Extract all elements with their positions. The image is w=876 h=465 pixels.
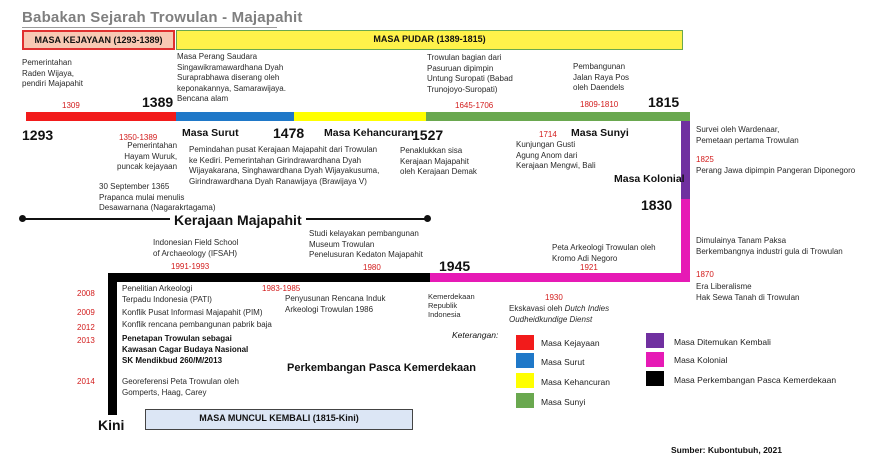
header-kejayaan: MASA KEJAYAAN (1293-1389) bbox=[22, 30, 175, 50]
pk-2014-year: 2014 bbox=[77, 377, 95, 386]
year-1527: 1527 bbox=[412, 127, 444, 143]
bar-pasca-vertical bbox=[108, 273, 117, 415]
legend-kejayaan: Masa Kejayaan bbox=[541, 338, 600, 348]
legend-swatch-ditemukan bbox=[646, 333, 664, 348]
legend-title: Keterangan: bbox=[452, 330, 499, 340]
pk-2012-text: Konflik rencana pembangunan pabrik baja bbox=[122, 320, 272, 329]
event-daendels: Pembangunan Jalan Raya Pos oleh Daendels bbox=[573, 62, 630, 92]
bar-kolonial-vertical bbox=[681, 199, 690, 282]
year-1293: 1293 bbox=[22, 127, 54, 143]
event-1991-year: 1991-1993 bbox=[171, 262, 210, 271]
majapahit-dot-left bbox=[19, 215, 26, 222]
event-1930-year: 1930 bbox=[545, 293, 563, 302]
bar-kehancuran bbox=[294, 112, 426, 121]
legend-kehancuran: Masa Kehancuran bbox=[541, 377, 610, 387]
event-1983-year: 1983-1985 bbox=[262, 284, 301, 293]
period-sunyi: Masa Sunyi bbox=[571, 127, 629, 139]
event-1921-year: 1921 bbox=[580, 263, 598, 272]
bar-sunyi bbox=[426, 112, 690, 121]
pk-2009-year: 2009 bbox=[77, 308, 95, 317]
event-1350-year: 1350-1389 bbox=[119, 133, 158, 142]
event-diponegoro: Perang Jawa dipimpin Pangeran Diponegoro bbox=[696, 166, 856, 175]
event-1825-year: 1825 bbox=[696, 155, 714, 164]
bar-surut bbox=[176, 112, 294, 121]
event-demak: Penaklukkan sisa Kerajaan Majapahit oleh Kerajaan Demak bbox=[400, 146, 477, 176]
event-perang-saudara: Masa Perang Saudara Singawikramawardhana Dyah Suraprabhawa diserang oleh keponakannya, Samarawijaya. Bencana alam bbox=[177, 52, 286, 103]
year-1478: 1478 bbox=[273, 125, 305, 141]
legend-swatch-pasca bbox=[646, 371, 664, 386]
event-rencana-induk: Penyusunan Rencana Induk Arkeologi Trowulan 1986 bbox=[285, 294, 386, 314]
event-1980-year: 1980 bbox=[363, 263, 381, 272]
page-title: Babakan Sejarah Trowulan - Majapahit bbox=[22, 9, 303, 26]
event-mengwi: Kunjungan Gusti Agung Anom dari Kerajaan Mengwi, Bali bbox=[516, 140, 596, 170]
event-1645-year: 1645-1706 bbox=[455, 101, 494, 110]
source-credit: Sumber: Kubontubuh, 2021 bbox=[671, 445, 782, 455]
year-1815: 1815 bbox=[648, 94, 680, 110]
pk-2013-year: 2013 bbox=[77, 336, 95, 345]
year-kini: Kini bbox=[98, 417, 125, 433]
event-pemindahan-kediri: Pemindahan pusat Kerajaan Majapahit dari Trowulan ke Kediri. Pemerintahan Girindrawardhana Dyah Wijayakarana, Singhawardhana Dyah Wijayakusuma, Girindrawardhana Dyah Ranawijaya (Brawijaya V) bbox=[189, 145, 380, 186]
bar-kejayaan bbox=[26, 112, 176, 121]
event-museum-trowulan: Studi kelayakan pembangunan Museum Trowulan Penelusuran Kedaton Majapahit bbox=[309, 229, 423, 259]
legend-swatch-surut bbox=[516, 353, 534, 368]
event-wardenaar: Survei oleh Wardenaar, Pemetaan pertama Trowulan bbox=[696, 125, 799, 145]
event-liberalisme: Era Liberalisme Hak Sewa Tanah di Trowulan bbox=[696, 282, 800, 302]
legend-ditemukan: Masa Ditemukan Kembali bbox=[674, 337, 771, 347]
event-1870-year: 1870 bbox=[696, 270, 714, 279]
majapahit-dot-right bbox=[424, 215, 431, 222]
bar-ditemukan bbox=[681, 121, 690, 199]
event-1809-year: 1809-1810 bbox=[580, 100, 619, 109]
bar-pasca-horizontal bbox=[108, 273, 430, 282]
event-1309-year: 1309 bbox=[62, 101, 80, 110]
event-raden-wijaya: Pemerintahan Raden Wijaya, pendiri Majapahit bbox=[22, 58, 83, 88]
legend-surut: Masa Surut bbox=[541, 357, 585, 367]
event-ifsah: Indonesian Field School of Archaeology (IFSAH) bbox=[153, 238, 239, 258]
pk-2013-text: Penetapan Trowulan sebagai Kawasan Cagar Budaya Nasional SK Mendikbud 260/M/2013 bbox=[122, 334, 249, 365]
bar-kolonial-horizontal bbox=[430, 273, 690, 282]
period-kehancuran: Masa Kehancuran bbox=[324, 127, 414, 139]
header-muncul: MASA MUNCUL KEMBALI (1815-Kini) bbox=[145, 409, 413, 430]
year-1945: 1945 bbox=[439, 258, 471, 274]
event-tanam-paksa: Dimulainya Tanam Paksa Berkembangnya industri gula di Trowulan bbox=[696, 236, 843, 256]
legend-swatch-sunyi bbox=[516, 393, 534, 408]
legend-swatch-kehancuran bbox=[516, 373, 534, 388]
event-untung-suropati: Trowulan bagian dari Pasuruan dipimpin Untung Suropati (Babad Trunojoyo-Suropati) bbox=[427, 53, 513, 94]
legend-pasca: Masa Perkembangan Pasca Kemerdekaan bbox=[674, 375, 837, 385]
event-kromo-adi-negoro: Peta Arkeologi Trowulan oleh Kromo Adi Negoro bbox=[552, 243, 656, 263]
pk-2008-year: 2008 bbox=[77, 289, 95, 298]
pk-2012-year: 2012 bbox=[77, 323, 95, 332]
period-kolonial: Masa Kolonial bbox=[614, 173, 685, 185]
legend-kolonial: Masa Kolonial bbox=[674, 355, 728, 365]
period-surut: Masa Surut bbox=[182, 127, 239, 139]
event-prapanca: 30 September 1365 Prapanca mulai menulis Desawarnana (Nagarakrtagama) bbox=[99, 182, 216, 212]
majapahit-label: Kerajaan Majapahit bbox=[170, 212, 306, 228]
event-1714-year: 1714 bbox=[539, 130, 557, 139]
legend-swatch-kolonial bbox=[646, 352, 664, 367]
legend-sunyi: Masa Sunyi bbox=[541, 397, 586, 407]
period-pasca: Perkembangan Pasca Kemerdekaan bbox=[287, 362, 476, 374]
pk-2008-text: Penelitian Arkeologi Terpadu Indonesia (PATI) bbox=[122, 284, 212, 304]
pk-2014-text: Georeferensi Peta Trowulan oleh Gomperts, Haag, Carey bbox=[122, 377, 239, 397]
header-pudar: MASA PUDAR (1389-1815) bbox=[176, 30, 683, 50]
legend-swatch-kejayaan bbox=[516, 335, 534, 350]
pk-2009-text: Konflik Pusat Informasi Majapahit (PIM) bbox=[122, 308, 263, 317]
year-1830: 1830 bbox=[641, 197, 673, 213]
title-underline bbox=[22, 27, 277, 28]
event-kemerdekaan: Kemerdekaan Republik Indonesia bbox=[428, 292, 475, 319]
year-1389: 1389 bbox=[142, 94, 174, 110]
event-ekskavasi: Ekskavasi oleh Dutch Indies Oudheidkundige Dienst bbox=[509, 304, 610, 324]
event-hayam-wuruk: Pemerintahan Hayam Wuruk, puncak kejayaan bbox=[117, 141, 178, 171]
